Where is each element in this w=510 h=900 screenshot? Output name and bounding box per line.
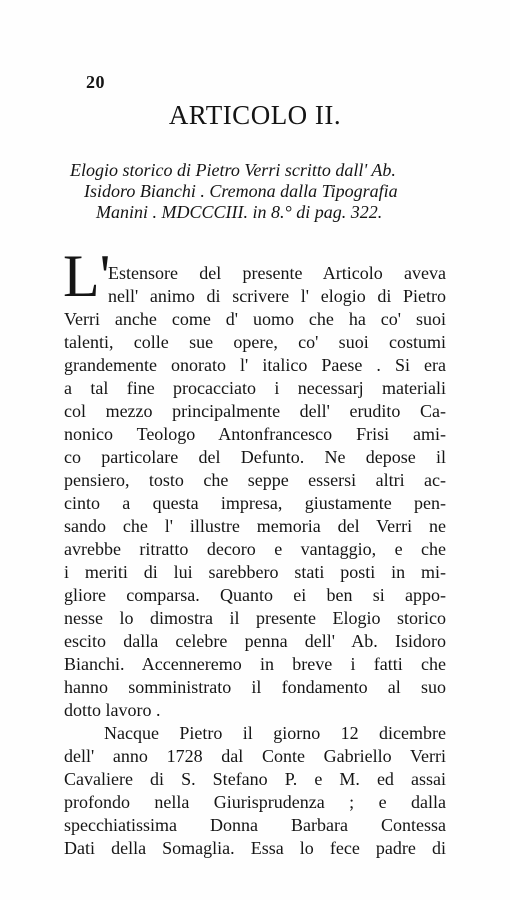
body-line: grandemente onorato l' italico Paese . Si era <box>64 355 446 375</box>
body-line: Estensore del presente Articolo aveva <box>108 263 446 283</box>
subtitle-line: Isidoro Bianchi . Cremona dalla Tipografia <box>84 181 398 201</box>
body-line: pensiero, tosto che seppe essersi altri ac- <box>64 470 446 490</box>
body-line: col mezzo principalmente dell' erudito Ca- <box>64 401 446 421</box>
body-line: co particolare del Defunto. Ne depose il <box>64 447 446 467</box>
body-line: escito dalla celebre penna dell' Ab. Isidoro <box>64 631 446 651</box>
page-number: 20 <box>86 72 105 92</box>
article-title: ARTICOLO II. <box>168 100 342 130</box>
body-line: Nacque Pietro il giorno 12 dicembre <box>104 723 446 743</box>
body-line: Bianchi. Accenneremo in breve i fatti che <box>64 654 446 674</box>
drop-cap: L' <box>63 243 111 309</box>
body-line: specchiatissima Donna Barbara Contessa <box>64 815 446 835</box>
body-line: i meriti di lui sarebbero stati posti in mi- <box>64 562 446 582</box>
body-line: Verri anche come d' uomo che ha co' suoi <box>64 309 446 329</box>
body-line: profondo nella Giurisprudenza ; e dalla <box>64 792 446 812</box>
article-body <box>64 262 446 860</box>
body-line: talenti, colle sue opere, co' suoi costumi <box>64 332 446 352</box>
subtitle-line: Elogio storico di Pietro Verri scritto dall' Ab. <box>70 160 396 180</box>
subtitle-line: Manini . MDCCCIII. in 8.° di pag. 322. <box>96 202 383 222</box>
body-line: nonico Teologo Antonfrancesco Frisi ami- <box>64 424 446 444</box>
body-line: a tal fine procacciato i necessarj materiali <box>64 378 446 398</box>
body-line: nesse lo dimostra il presente Elogio storico <box>64 608 446 628</box>
bibliographic-subtitle <box>70 160 440 223</box>
body-line: sando che l' illustre memoria del Verri ne <box>64 516 446 536</box>
body-line: dell' anno 1728 dal Conte Gabriello Verri <box>64 746 446 766</box>
body-line: avrebbe ritratto decoro e vantaggio, e che <box>64 539 446 559</box>
body-line: Dati della Somaglia. Essa lo fece padre di <box>64 838 446 858</box>
body-line: hanno somministrato il fondamento al suo <box>64 677 446 697</box>
body-line: cinto a questa impresa, giustamente pen- <box>64 493 446 513</box>
body-line: gliore comparsa. Quanto ei ben si appo- <box>64 585 446 605</box>
body-line: dotto lavoro . <box>64 700 161 720</box>
body-line: nell' animo di scrivere l' elogio di Pietro <box>108 286 446 306</box>
body-line: Cavaliere di S. Stefano P. e M. ed assai <box>64 769 446 789</box>
